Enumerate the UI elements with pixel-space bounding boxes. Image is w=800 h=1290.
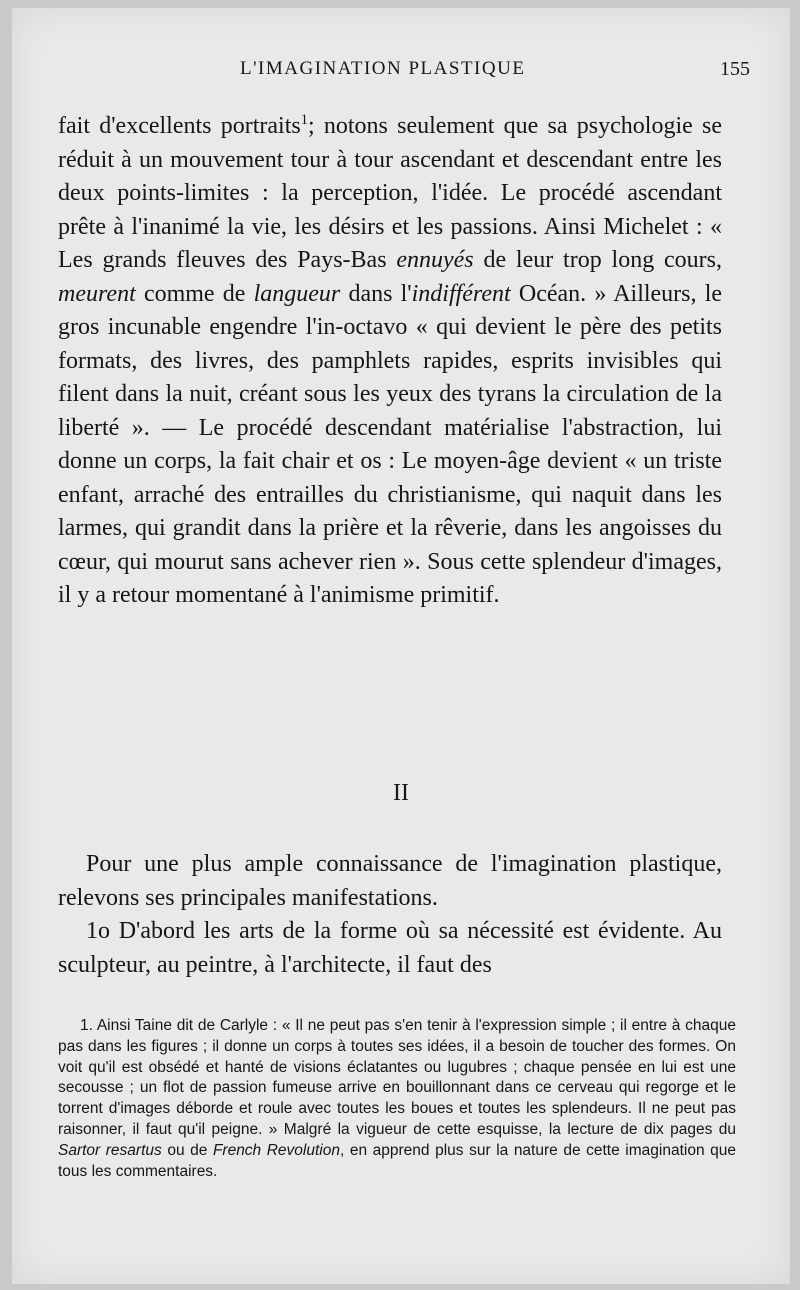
paragraph-continued <box>58 104 722 613</box>
italic-word: indifférent <box>411 280 511 307</box>
footnote-reference: 1 <box>300 112 308 128</box>
text-run: de leur trop long cours, <box>473 247 722 273</box>
footnote-text <box>58 1016 736 1182</box>
section-heading: II <box>393 780 409 806</box>
running-title: L'IMAGINATION PLASTIQUE <box>240 58 526 79</box>
text-run: Ainsi Taine dit de Carlyle : « Il ne peut pas s'en tenir à l'expression simple ; il entre à chaque pas dans les figures ; il donne un corps à toutes ses idées, il a besoin de toucher des formes. On voit qu'il est obsédé et hanté de visions éclatantes ou lugubres ; chaque pensée en lui est une secousse ; un flot de passion fumeuse arrive en bouillonnant dans ce cerveau qui regorge et le torrent d'images déborde et roule avec toutes les boues et toutes les splendeurs. Il ne peut pas raisonner, il faut qu'il peigne. » Malgré la vigueur de cette esquisse, la lecture de dix pages du <box>58 1017 736 1138</box>
running-head <box>12 56 790 86</box>
paragraph: Pour une plus ample connaissance de l'imagination plastique, relevons ses principales manifestations. <box>58 851 722 911</box>
book-title: Sartor resartus <box>58 1141 162 1159</box>
text-run: Océan. » Ailleurs, le gros incunable engendre l'in-octavo « qui devient le père des petits formats, des livres, des pamphlets rapides, esprits invisibles qui filent dans la nuit, créant sous les yeux des tyrans la circulation de la liberté ». — Le procédé descendant matérialise l'abstraction, lui donne un corps, la fait chair et os : Le moyen-âge devient « un triste enfant, arraché des entrailles du christianisme, qui naquit dans les larmes, qui grandit dans la prière et la rêverie, dans les angoisses du cœur, qui mourut sans achever rien ». Sous cette splendeur d'images, il y a retour momentané à l'animisme primitif. <box>58 280 723 608</box>
footnote-marker: 1. <box>80 1017 93 1034</box>
text-run: dans l' <box>340 280 412 307</box>
text-run: comme de <box>135 280 254 307</box>
page-number: 155 <box>720 58 750 80</box>
text-run: fait d'excellents portraits <box>58 113 301 139</box>
main-text <box>58 104 722 613</box>
italic-word: ennuyés <box>396 247 474 273</box>
text-run: , en apprend plus sur la nature de cette imagination que tous les commentaires. <box>58 1141 736 1180</box>
paragraph: 1o D'abord les arts de la forme où sa nécessité est évidente. Au sculpteur, au peintre, à l'architecte, il faut des <box>58 918 722 978</box>
footnote <box>58 1016 736 1182</box>
book-page <box>12 8 790 1284</box>
text-run: ; notons seulement que sa psychologie se réduit à un mouvement tour à tour ascendant et descendant entre les deux points-limites : la perception, l'idée. Le procédé ascendant prête à l'inanimé la vie, les désirs et les passions. Ainsi Michelet : « Les grands fleuves des Pays-Bas <box>58 113 722 273</box>
book-title: French Revolution <box>212 1141 340 1159</box>
italic-word: meurent <box>58 280 136 307</box>
section-two-text <box>58 848 722 982</box>
italic-word: langueur <box>253 280 341 307</box>
text-run: ou de <box>161 1141 213 1159</box>
